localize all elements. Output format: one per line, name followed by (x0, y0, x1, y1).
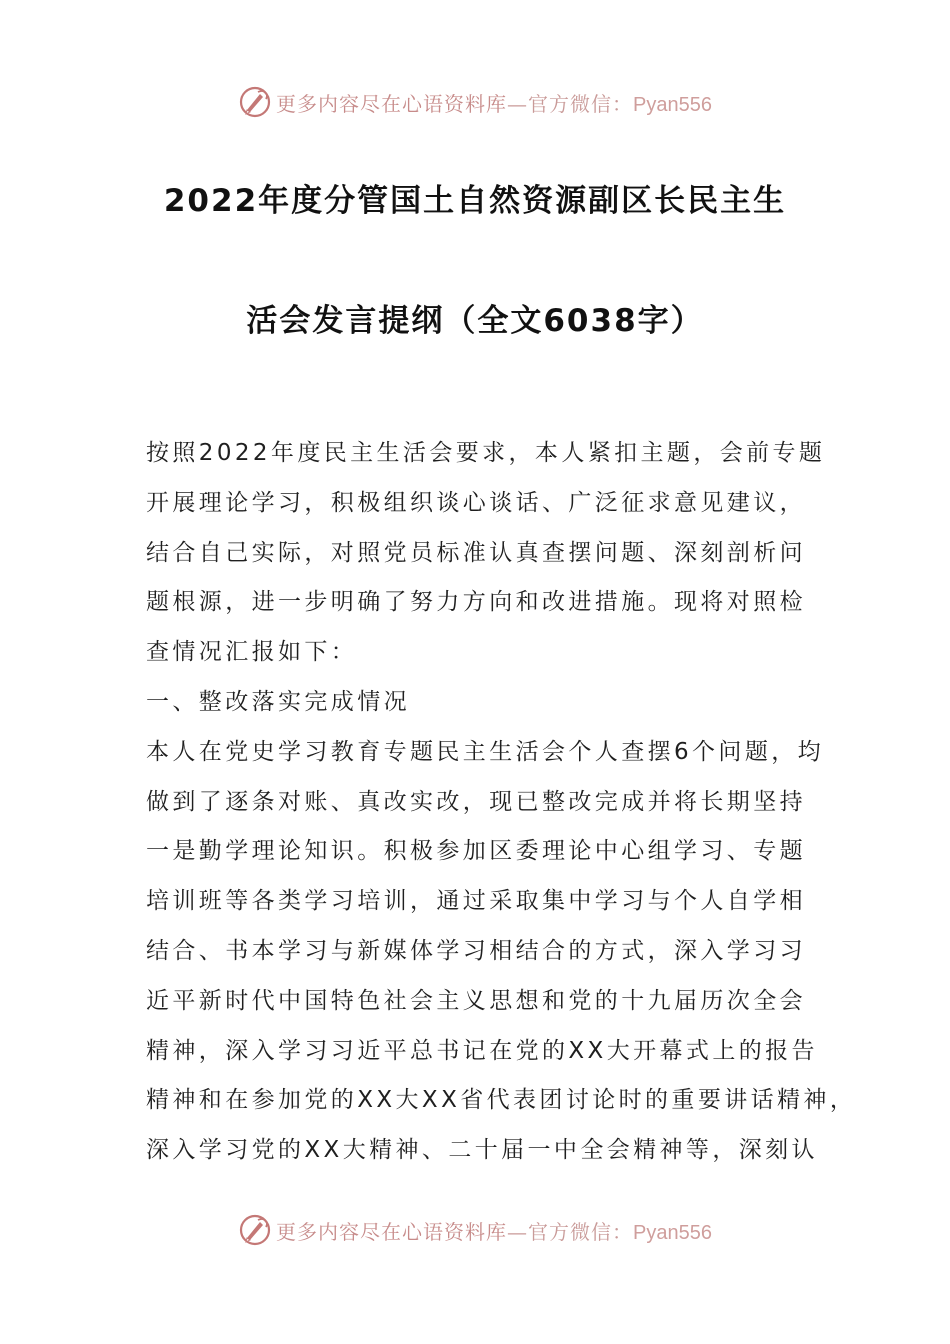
watermark-dash: — (507, 91, 529, 116)
body-line: 深入学习党的XX大精神、二十届一中全会精神等，深刻认 (146, 1137, 818, 1164)
footer-watermark (0, 1208, 950, 1252)
body-line: 精神，深入学习习近平总书记在党的XX大开幕式上的报告 (146, 1037, 818, 1064)
watermark-main: 更多内容尽在心语资料库 (276, 91, 508, 116)
watermark-text (276, 1216, 712, 1245)
body-line: 题根源，进一步明确了努力方向和改进措施。现将对照检 (146, 589, 806, 616)
body-line: 开展理论学习，积极组织谈心谈话、广泛征求意见建议， (146, 489, 806, 516)
body-line: 按照2022年度民主生活会要求，本人紧扣主题，会前专题 (146, 440, 826, 466)
pen-circle-logo-icon (238, 85, 272, 119)
body-line: 精神和在参加党的XX大XX省代表团讨论时的重要讲话精神， (146, 1087, 857, 1114)
body-line: 查情况汇报如下： (146, 639, 358, 666)
watermark-suffix: 官方微信： (528, 91, 634, 116)
body-line: 培训班等各类学习培训，通过采取集中学习与个人自学相 (146, 888, 806, 915)
watermark-wechat-id: Pyan556 (633, 1221, 712, 1244)
body-line: 结合、书本学习与新媒体学习相结合的方式，深入学习习 (146, 937, 806, 964)
pen-circle-logo-icon (238, 1213, 272, 1247)
document-title-line-2: 活会发言提纲（全文6038字） (246, 303, 704, 339)
body-line: 做到了逐条对账、真改实改，现已整改完成并将长期坚持 (146, 788, 806, 815)
body-line: 一是勤学理论知识。积极参加区委理论中心组学习、专题 (146, 838, 806, 865)
watermark-text (276, 88, 712, 117)
header-watermark (0, 80, 950, 124)
body-line: 本人在党史学习教育专题民主生活会个人查摆6个问题，均 (146, 738, 825, 765)
watermark-suffix: 官方微信： (528, 1219, 634, 1244)
body-line: 近平新时代中国特色社会主义思想和党的十九届历次全会 (146, 987, 806, 1014)
body-line: 结合自己实际，对照党员标准认真查摆问题、深刻剖析问 (146, 539, 806, 566)
document-body (146, 433, 857, 1180)
watermark-main: 更多内容尽在心语资料库 (276, 1219, 508, 1244)
watermark-wechat-id: Pyan556 (633, 93, 712, 116)
watermark-dash: — (507, 1219, 529, 1244)
document-title-line-1: 2022年度分管国土自然资源副区长民主生 (163, 183, 787, 219)
section-heading: 一、整改落实完成情况 (146, 688, 410, 715)
